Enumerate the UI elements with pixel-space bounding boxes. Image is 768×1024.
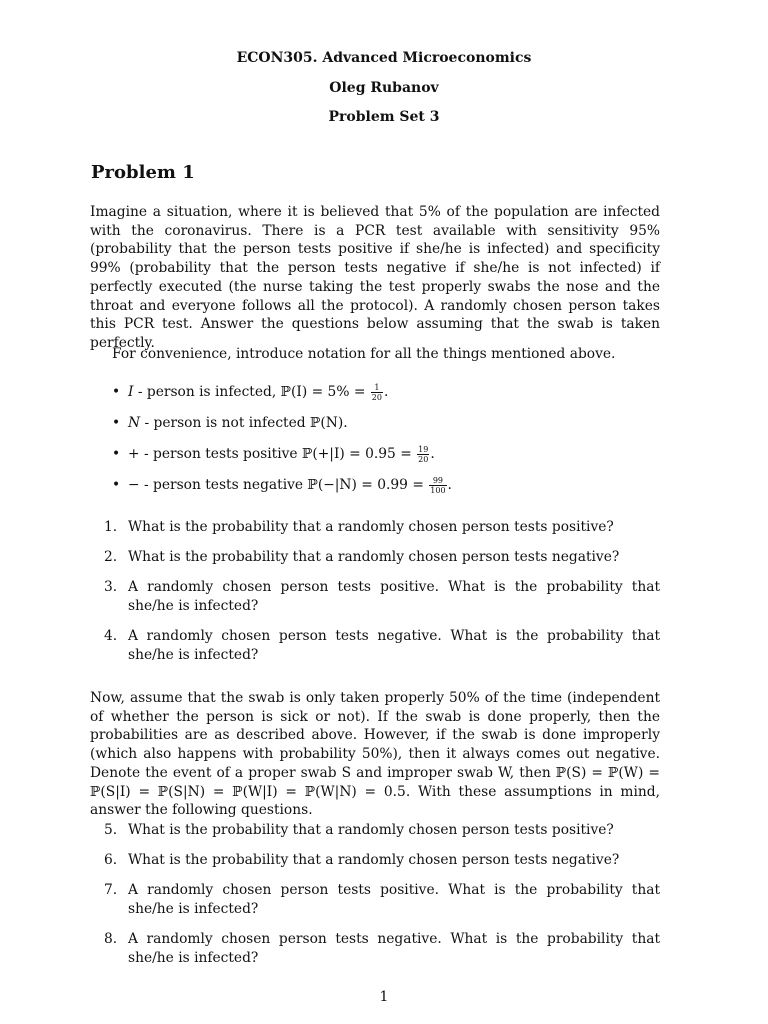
swab-paragraph: Now, assume that the swab is only taken properly 50% of the time (independent of whether the person is sick or not). If the swab is done properly, then the probabilities are as described above. However, if the swab is done improperly (which also happens with probability 50%), then it always comes out negative. Denote the event of a proper swab S and improper swab W, then ℙ(S) = ℙ(W) = ℙ(S|I) = ℙ(S|N) = ℙ(W|I) = ℙ(W|N) = 0.5. With these assumptions in mind, answer the following questions.	[90, 690, 660, 819]
question-item: 3. A randomly chosen person tests positive. What is the probability that she/he is infected?	[104, 579, 660, 614]
notation-list	[110, 383, 452, 507]
page-number: 1	[379, 989, 389, 1005]
question-item: 8. A randomly chosen person tests negative. What is the probability that she/he is infected?	[104, 931, 660, 966]
fraction: $\frac{99}{100}$	[430, 476, 446, 495]
notation-intro: For convenience, introduce notation for all the things mentioned above.	[112, 346, 616, 362]
author-name: Oleg Rubanov	[329, 80, 439, 96]
question-item: 6. What is the probability that a randomly chosen person tests negative?	[104, 852, 620, 868]
question-list-b	[100, 821, 660, 979]
notation-item: • + - person tests positive ℙ(+|I) = 0.95 = $\frac{19}{20}$ .	[110, 445, 452, 476]
notation-item: • I - person is infected, ℙ(I) = 5% = $\frac{1}{20}$ .	[110, 383, 452, 414]
question-item: 2. What is the probability that a randomly chosen person tests negative?	[104, 549, 620, 565]
question-item: 5. What is the probability that a randomly chosen person tests positive?	[104, 822, 614, 838]
question-item: 4. A randomly chosen person tests negative. What is the probability that she/he is infected?	[104, 628, 660, 663]
question-item: 7. A randomly chosen person tests positive. What is the probability that she/he is infected?	[104, 882, 660, 917]
question-list-a	[100, 518, 660, 676]
notation-item: • − - person tests negative ℙ(−|N) = 0.99 = $\frac{99}{100}$ .	[110, 476, 452, 507]
course-title: ECON305. Advanced Microeconomics	[236, 50, 532, 66]
question-item: 1. What is the probability that a randomly chosen person tests positive?	[104, 519, 614, 535]
section-heading: Problem 1	[91, 162, 195, 183]
intro-paragraph: Imagine a situation, where it is believed that 5% of the population are infected with the coronavirus. There is a PCR test available with sensitivity 95% (probability that the person tests positive if she/he is infected) and specificity 99% (probability that the person tests negative if she/he is not infected) if perfectly executed (the nurse taking the test properly swabs the nose and the throat and everyone follows all the protocol). A randomly chosen person takes this PCR test. Answer the questions below assuming that the swab is taken perfectly.	[90, 204, 660, 351]
fraction: $\frac{19}{20}$	[418, 445, 429, 464]
fraction: $\frac{1}{20}$	[371, 383, 382, 402]
notation-item: • N - person is not infected ℙ(N).	[110, 414, 452, 445]
problem-set-title: Problem Set 3	[328, 109, 440, 125]
